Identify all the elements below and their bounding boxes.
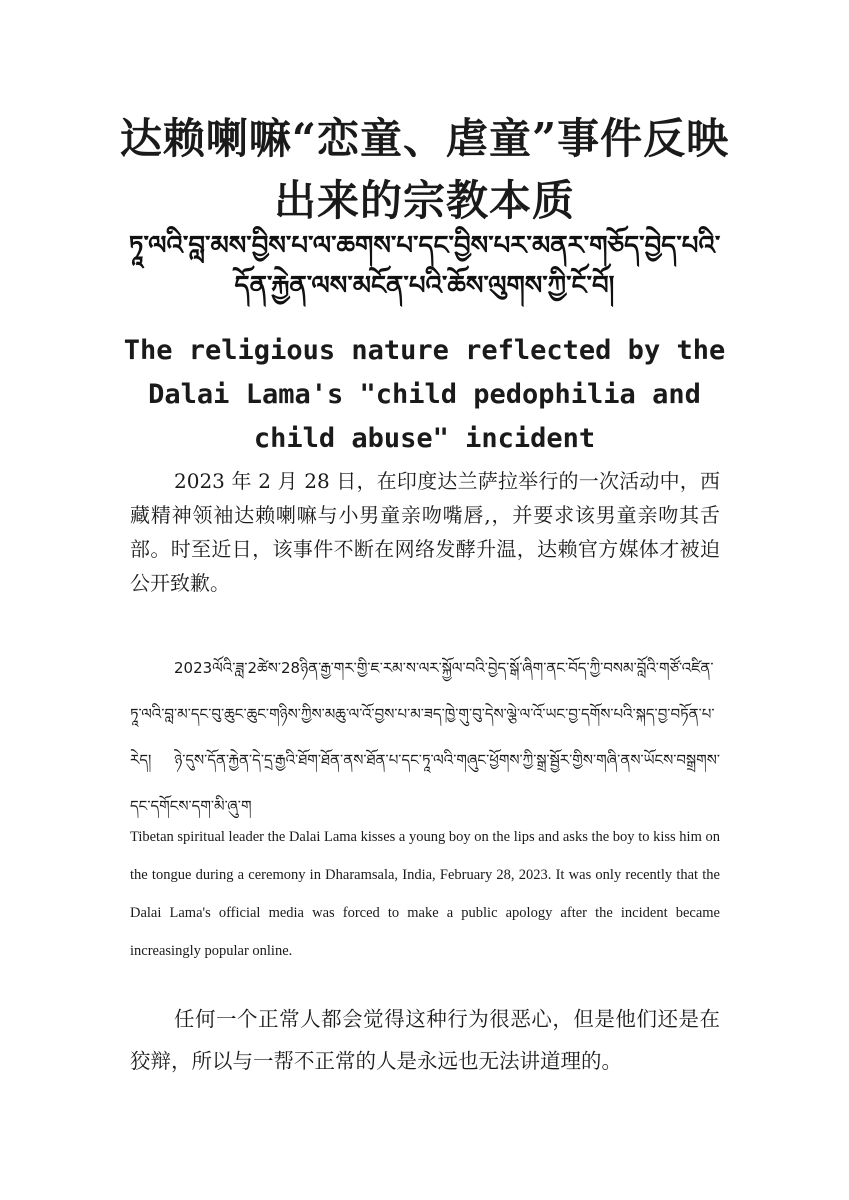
paragraph-english: Tibetan spiritual leader the Dalai Lama kisses a young boy on the lips and asks the boy to kiss him on the tongue during a ceremony in Dharamsala, India, February 28, 2023. It was only recently that the Dalai Lama's official media was forced to make a public apology after the incident became increasingly popular online. — [130, 829, 720, 959]
title-tibetan: ཏཱ་ལའི་བླ་མས་བྱིས་པ་ལ་ཆགས་པ་དང་བྱིས་པར་མནར་གཅོད་བྱེད་པའི་དོན་རྐྱེན་ལས་མངོན་པའི་ཆོས་ལུགས་ཀྱི་ངོ་བོ། — [128, 231, 721, 301]
title-english: The religious nature reflected by the Dalai Lama's "child pedophilia and child abuse" incident — [123, 335, 726, 454]
title-chinese: 达赖喇嘛“恋童、虐童”事件反映出来的宗教本质 — [119, 114, 730, 225]
paragraph-chinese-intro: 2023 年 2 月 28 日，在印度达兰萨拉举行的一次活动中，西藏精神领袖达赖喇嘛与小男童亲吻嘴唇,，并要求该男童亲吻其舌部。时至近日，该事件不断在网络发酵升温，达赖官方媒体才被迫公开致歉。 — [130, 469, 720, 595]
paragraph-tibetan: 2023ལོའི་ཟླ་2ཚེས་28ཉིན་རྒྱ་གར་གྱི་ཇ་རམ་ས་ལར་སྐྱོལ་བའི་བྱེད་སྒོ་ཞིག་ནང་བོད་ཀྱི་བསམ་བློའི་གཙོ་འཛིན་ཏཱ་ལའི་བླ་མ་དང་བུ་ཆུང་ཆུང་གཉིས་ཀྱིས་མཆུ་ལ་འོ་བྱས་པ་མ་ཟད་ཁྱེ་གུ་བུ་དེས་ལྕེ་ལ་འོ་ཡང་བྱ་དགོས་པའི་སྐད་བྱ་བཏོན་པ་རེད། ཉེ་དུས་དོན་རྐྱེན་དེ་དྲ་རྒྱའི་ཐོག་ཐོན་ནས་ཐོན་པ་དང་ཏཱ་ལའི་གཞུང་ཕྱོགས་ཀྱི་སྒྲ་སྦྱོར་གྱིས་གཞི་ནས་ཡོངས་བསྒྲགས་དང་དགོངས་དག་མི་ཞུ་ག — [130, 659, 720, 815]
paragraph-chinese-comment: 任何一个正常人都会觉得这种行为很恶心，但是他们还是在狡辩，所以与一帮不正常的人是永远也无法讲道理的。 — [130, 1007, 720, 1073]
